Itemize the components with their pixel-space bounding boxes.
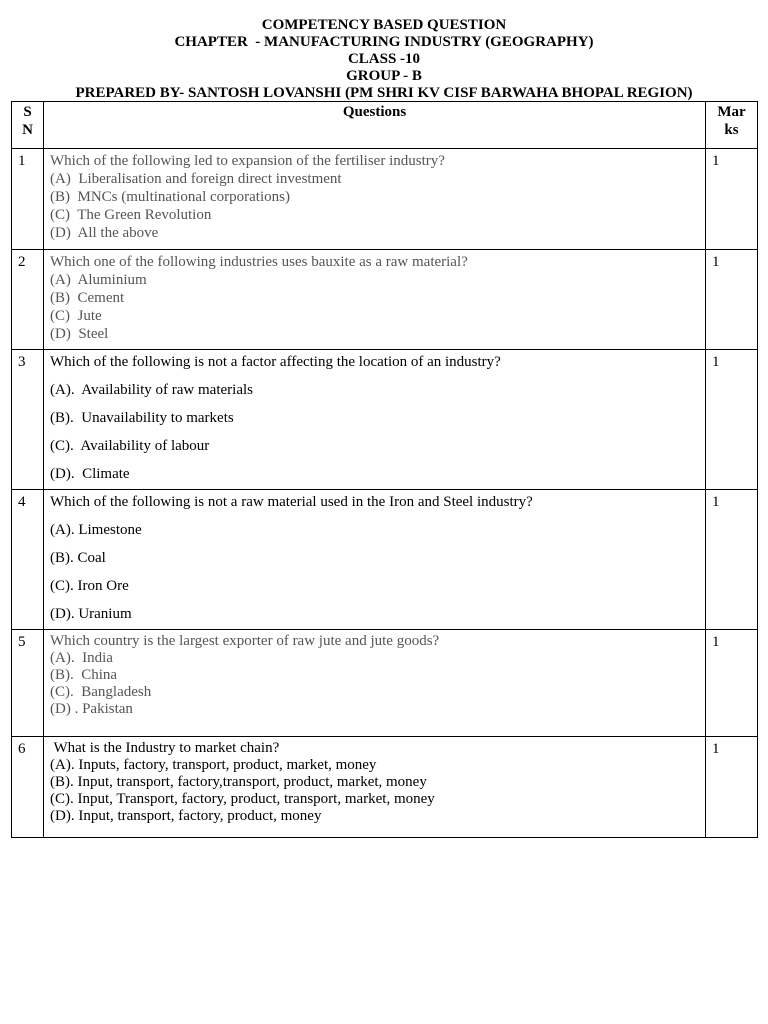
question-text: Which one of the following industries uses bauxite as a raw material? <box>50 254 468 270</box>
table-row <box>12 350 758 490</box>
column-header-sn: S N <box>12 102 44 149</box>
option-b: (B). China <box>50 667 118 683</box>
option-a: (A) Liberalisation and foreign direct investment <box>50 171 342 187</box>
question-cell <box>44 149 706 250</box>
column-header-marks: Mar ks <box>706 102 758 149</box>
option-c: (C) Jute <box>50 308 102 324</box>
option-a: (A) Aluminium <box>50 272 147 288</box>
question-text: Which of the following is not a raw material used in the Iron and Steel industry? <box>50 494 533 510</box>
option-a: (A). Inputs, factory, transport, product, market, money <box>50 757 377 773</box>
question-cell <box>44 630 706 737</box>
option-c: (C). Bangladesh <box>50 684 152 700</box>
option-b: (B). Unavailability to markets <box>50 410 234 426</box>
table-row <box>12 737 758 838</box>
question-cell <box>44 490 706 630</box>
question-text: What is the Industry to market chain? <box>50 740 280 756</box>
option-c: (C) The Green Revolution <box>50 207 212 223</box>
marks-value: 1 <box>706 250 758 350</box>
header-author: PREPARED BY- SANTOSH LOVANSHI (PM SHRI KV CISF BARWAHA BHOPAL REGION) <box>75 85 693 101</box>
header-chapter: CHAPTER - MANUFACTURING INDUSTRY (GEOGRAPHY) <box>174 34 594 50</box>
serial-number: 3 <box>12 350 44 490</box>
marks-value: 1 <box>706 350 758 490</box>
option-d: (D). Uranium <box>50 606 132 622</box>
marks-value: 1 <box>706 149 758 250</box>
serial-number: 6 <box>12 737 44 838</box>
option-c: (C). Iron Ore <box>50 578 129 594</box>
question-text: Which of the following is not a factor affecting the location of an industry? <box>50 354 501 370</box>
marks-value: 1 <box>706 490 758 630</box>
question-cell <box>44 737 706 838</box>
option-a: (A). Limestone <box>50 522 142 538</box>
serial-number: 4 <box>12 490 44 630</box>
option-d: (D) . Pakistan <box>50 701 133 717</box>
option-d: (D). Climate <box>50 466 130 482</box>
option-a: (A). Availability of raw materials <box>50 382 253 398</box>
option-b: (B) Cement <box>50 290 125 306</box>
table-row <box>12 250 758 350</box>
option-d: (D) Steel <box>50 326 109 342</box>
questions-table <box>11 101 758 838</box>
option-b: (B). Input, transport, factory,transport, product, market, money <box>50 774 427 790</box>
question-cell <box>44 250 706 350</box>
question-text: Which of the following led to expansion of the fertiliser industry? <box>50 153 445 169</box>
option-b: (B). Coal <box>50 550 106 566</box>
question-cell <box>44 350 706 490</box>
document-header <box>0 0 768 102</box>
header-title: COMPETENCY BASED QUESTION <box>261 17 507 33</box>
table-row <box>12 630 758 737</box>
table-header-row <box>12 102 758 149</box>
serial-number: 5 <box>12 630 44 737</box>
option-c: (C). Availability of labour <box>50 438 210 454</box>
question-text: Which country is the largest exporter of raw jute and jute goods? <box>50 633 440 649</box>
marks-value: 1 <box>706 630 758 737</box>
header-group: GROUP - B <box>346 68 422 84</box>
table-row <box>12 149 758 250</box>
option-c: (C). Input, Transport, factory, product, transport, market, money <box>50 791 435 807</box>
header-class: CLASS -10 <box>347 51 421 67</box>
option-d: (D). Input, transport, factory, product, money <box>50 808 322 824</box>
serial-number: 2 <box>12 250 44 350</box>
marks-value: 1 <box>706 737 758 838</box>
column-header-questions: Questions <box>44 102 706 149</box>
option-a: (A). India <box>50 650 113 666</box>
serial-number: 1 <box>12 149 44 250</box>
table-row <box>12 490 758 630</box>
option-b: (B) MNCs (multinational corporations) <box>50 189 290 205</box>
option-d: (D) All the above <box>50 225 159 241</box>
